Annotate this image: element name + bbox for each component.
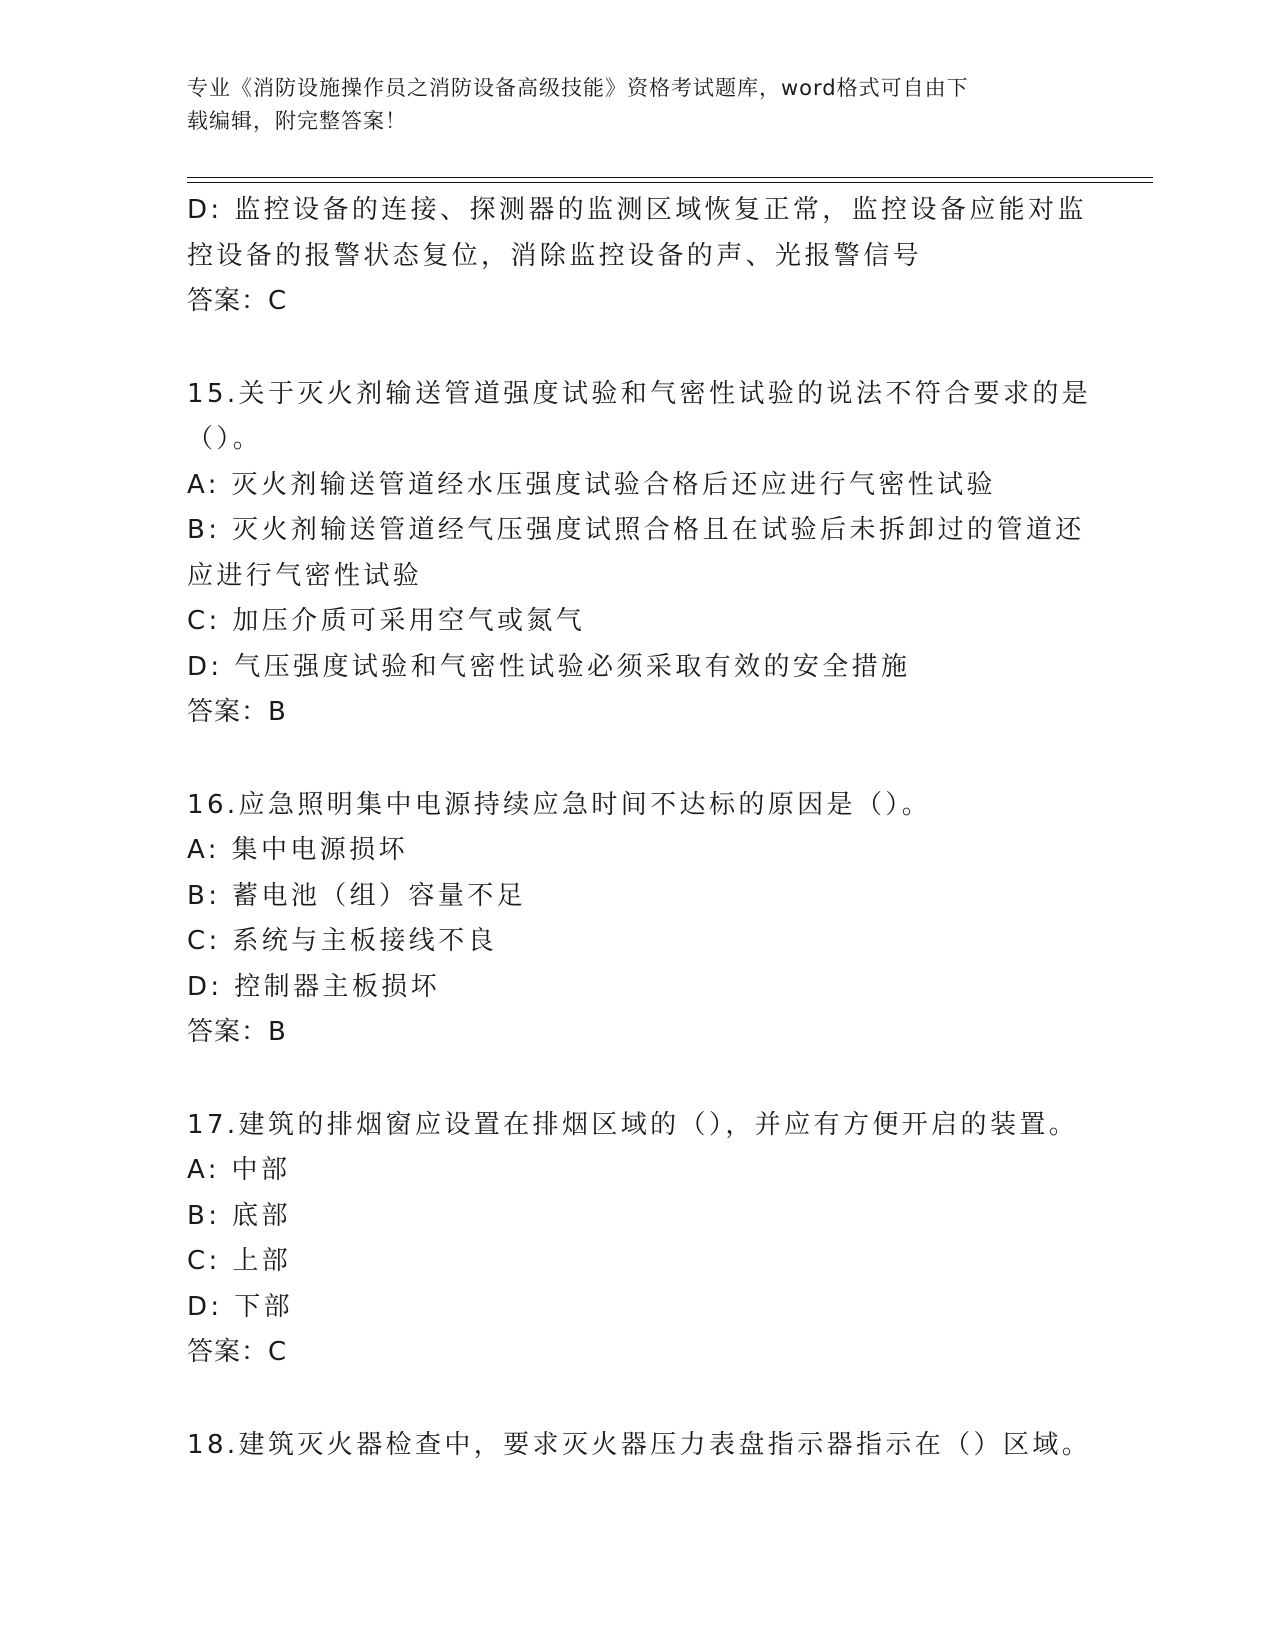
q14-option-d-line-2: 控设备的报警状态复位，消除监控设备的声、光报警信号 <box>187 240 923 271</box>
header-line-1: 专业《消防设施操作员之消防设备高级技能》资格考试题库，word格式可自由下 <box>187 76 969 100</box>
q16-option-b: B: 蓄电池（组）容量不足 <box>187 880 527 911</box>
header-divider-top <box>187 177 1153 178</box>
question-16 <box>187 783 1087 1056</box>
q15-stem-line-2: （）。 <box>187 424 263 454</box>
q18-stem: 18.建筑灭火器检查中，要求灭火器压力表盘指示器指示在（）区域。 <box>187 1429 1092 1460</box>
q16-option-a: A: 集中电源损坏 <box>187 835 408 865</box>
q16-answer: 答案：B <box>187 1017 287 1047</box>
q15-option-b-line-2: 应进行气密性试验 <box>187 560 423 591</box>
q14-option-d-line-1: D: 监控设备的连接、探测器的监测区域恢复正常，监控设备应能对监 <box>187 195 1087 225</box>
q17-stem: 17.建筑的排烟窗应设置在排烟区域的（），并应有方便开启的装置。 <box>187 1109 1079 1140</box>
question-17 <box>187 1103 1087 1376</box>
spacer <box>187 736 1087 783</box>
question-18 <box>187 1423 1092 1469</box>
q17-answer: 答案：C <box>187 1337 288 1367</box>
spacer <box>187 1376 1087 1423</box>
q17-option-d: D: 下部 <box>187 1291 294 1322</box>
header-divider-bottom <box>187 182 1153 183</box>
q17-option-b: B: 底部 <box>187 1200 291 1231</box>
document-header <box>187 72 1067 138</box>
q16-stem: 16.应急照明集中电源持续应急时间不达标的原因是（）。 <box>187 789 932 820</box>
q14-answer: 答案：C <box>187 286 288 316</box>
question-list <box>187 188 1092 1468</box>
q15-option-c: C: 加压介质可采用空气或氮气 <box>187 606 586 636</box>
q16-option-c: C: 系统与主板接线不良 <box>187 926 497 956</box>
spacer <box>187 1056 1087 1103</box>
header-line-2: 载编辑，附完整答案！ <box>187 109 407 133</box>
q15-option-d: D: 气压强度试验和气密性试验必须采取有效的安全措施 <box>187 651 911 682</box>
spacer <box>187 325 1087 372</box>
q15-stem-line-1: 15.关于灭火剂输送管道强度试验和气密性试验的说法不符合要求的是 <box>187 378 1092 409</box>
q17-option-c: C: 上部 <box>187 1246 292 1276</box>
q17-option-a: A: 中部 <box>187 1155 291 1185</box>
q15-option-a: A: 灭火剂输送管道经水压强度试验合格后还应进行气密性试验 <box>187 469 996 500</box>
question-15 <box>187 372 1092 736</box>
question-14 <box>187 188 1087 325</box>
q15-answer: 答案：B <box>187 697 287 727</box>
q16-option-d: D: 控制器主板损坏 <box>187 971 441 1002</box>
q15-option-b-line-1: B: 灭火剂输送管道经气压强度试照合格且在试验后未拆卸过的管道还 <box>187 515 1085 545</box>
